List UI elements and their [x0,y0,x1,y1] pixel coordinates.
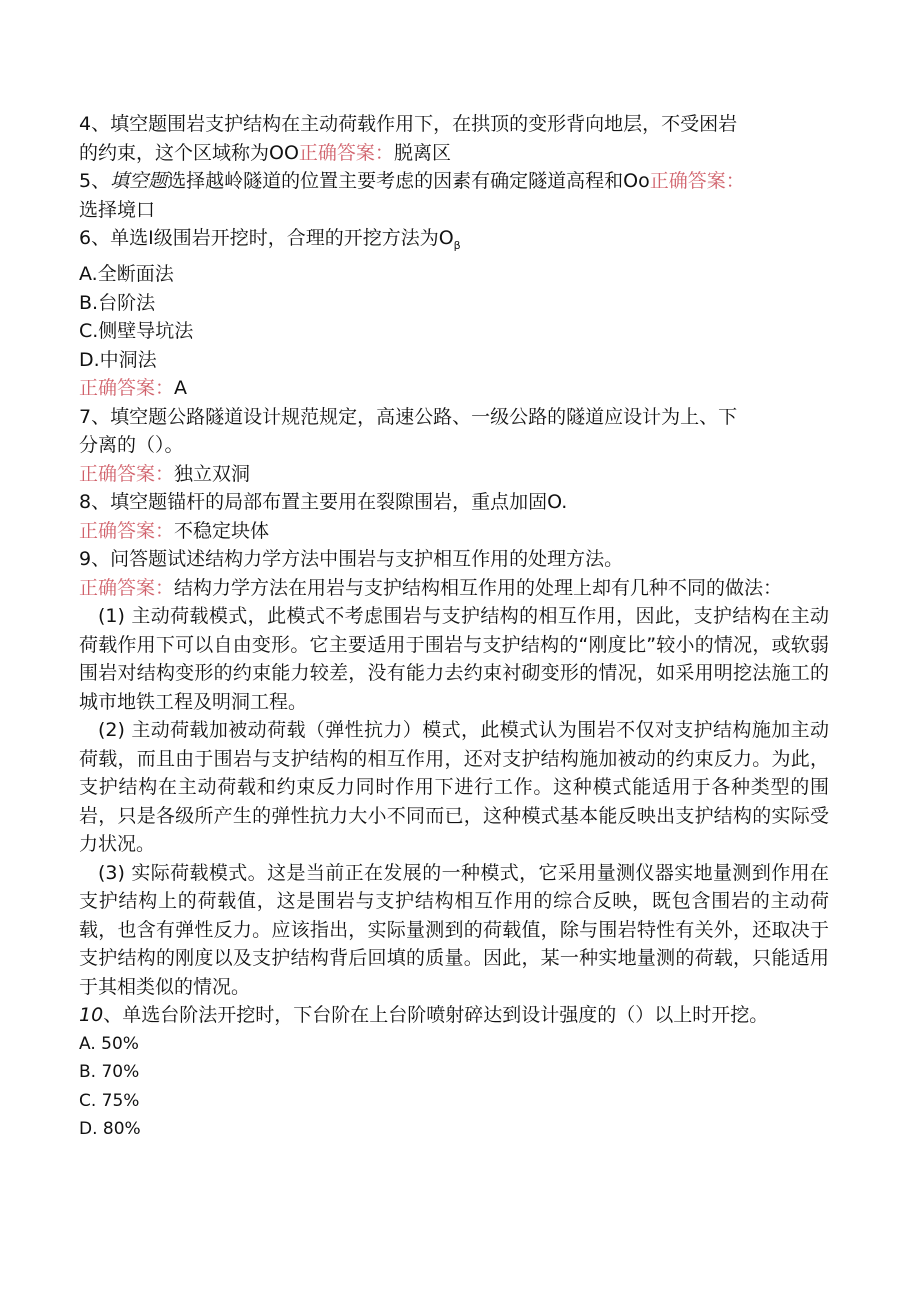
question-9-paragraph-2: (2) 主动荷载加被动荷载（弹性抗力）模式，此模式认为围岩不仅对支护结构施加主动荷载，而且由于围岩与支护结构的相互作用，还对支护结构施加被动的约束反力。为此，支护结构在主动荷载和约束反力同时作用下进行工作。这种模式能适用于各种类型的围岩，只是各级所产生的弹性抗力大小不同而已，这种模式基本能反映出支护结构的实际受力状况。 [79,719,829,856]
question-6-option-c: C.侧壁导坑法 [79,320,194,343]
question-9-answer-text: 结构力学方法在用岩与支护结构相互作用的处理上却有几种不同的做法： [174,576,783,599]
question-10-option-a: A. 50% [79,1033,139,1054]
question-4-answer: 脱离区 [393,141,451,164]
question-4-line1: 4、填空题围岩支护结构在主动荷载作用下，在拱顶的变形背向地层，不受困岩 [79,113,738,135]
answer-label: 正确答案： [79,377,175,400]
question-9: 9、问答题试述结构力学方法中围岩与支护相互作用的处理方法。 [79,548,624,571]
question-7-answer: 独立双洞 [174,462,251,485]
question-9-paragraph-3: (3) 实际荷载模式。这是当前正在发展的一种模式，它采用量测仪器实地量测到作用在支护结构上的荷载值，这是围岩与支护结构相互作用的综合反映，既包含围岩的主动荷载，也含有弹性反力。应该指出，实际量测到的荷载值，除与围岩特性有关外，还取决于支护结构的刚度以及支护结构背后回填的质量。因此，某一种实地量测的荷载，只能适用于其相类似的情况。 [79,861,829,998]
answer-label: 正确答案： [79,576,175,599]
question-8-answer: 不稳定块体 [174,519,270,542]
question-10-num: 10 [79,1004,104,1027]
question-5-type: 填空题 [110,170,168,192]
question-5-text: 选择越岭隧道的位置主要考虑的因素有确定隧道高程和Oo [167,170,650,192]
question-10-option-c: C. 75% [79,1090,140,1111]
question-6-subscript: β [453,238,461,252]
question-10-text: 、单选台阶法开挖时，下台阶在上台阶喷射碎达到设计强度的（）以上时开挖。 [103,1004,769,1027]
question-6-option-a: A.全断面法 [79,263,174,286]
question-5-num: 5、 [79,170,111,192]
document-page [79,110,829,1144]
question-7-answer-line [79,460,829,489]
answer-label: 正确答案： [298,141,394,164]
question-6-option-d: D.中洞法 [79,348,157,371]
answer-label: 正确答案： [79,519,175,542]
question-6-option-b: B.台阶法 [79,291,156,314]
question-4-line2 [79,139,829,168]
question-8-answer-line [79,517,829,546]
question-6-answer: A [174,377,188,400]
question-7-line1: 7、填空题公路隧道设计规范规定，高速公路、一级公路的隧道应设计为上、下 [79,405,738,428]
question-6 [79,224,829,260]
question-6-text: 6、单选I级围岩开挖时，合理的开挖方法为O [79,227,454,249]
question-7-line2: 分离的（）。 [79,434,184,457]
question-10-option-b: B. 70% [79,1062,140,1083]
question-9-answer-intro [79,574,829,603]
question-8: 8、填空题锚杆的局部布置主要用在裂隙围岩，重点加固O. [79,491,568,514]
answer-label: 正确答案： [649,170,745,192]
answer-label: 正确答案： [79,462,175,485]
question-10-option-d: D. 80% [79,1119,141,1140]
question-9-paragraph-1: (1) 主动荷载模式，此模式不考虑围岩与支护结构的相互作用，因此，支护结构在主动荷载作用下可以自由变形。它主要适用于围岩与支护结构的“刚度比”较小的情况，或软弱围岩对结构变形的约束能力较差，没有能力去约束衬砌变形的情况，如采用明挖法施工的城市地铁工程及明洞工程。 [79,605,829,713]
question-4-text: 的约束，这个区域称为OO [79,141,299,164]
question-5-answer: 选择境口 [79,198,156,221]
question-10 [79,1001,829,1030]
question-5 [79,167,829,196]
question-6-answer-line [79,374,829,403]
